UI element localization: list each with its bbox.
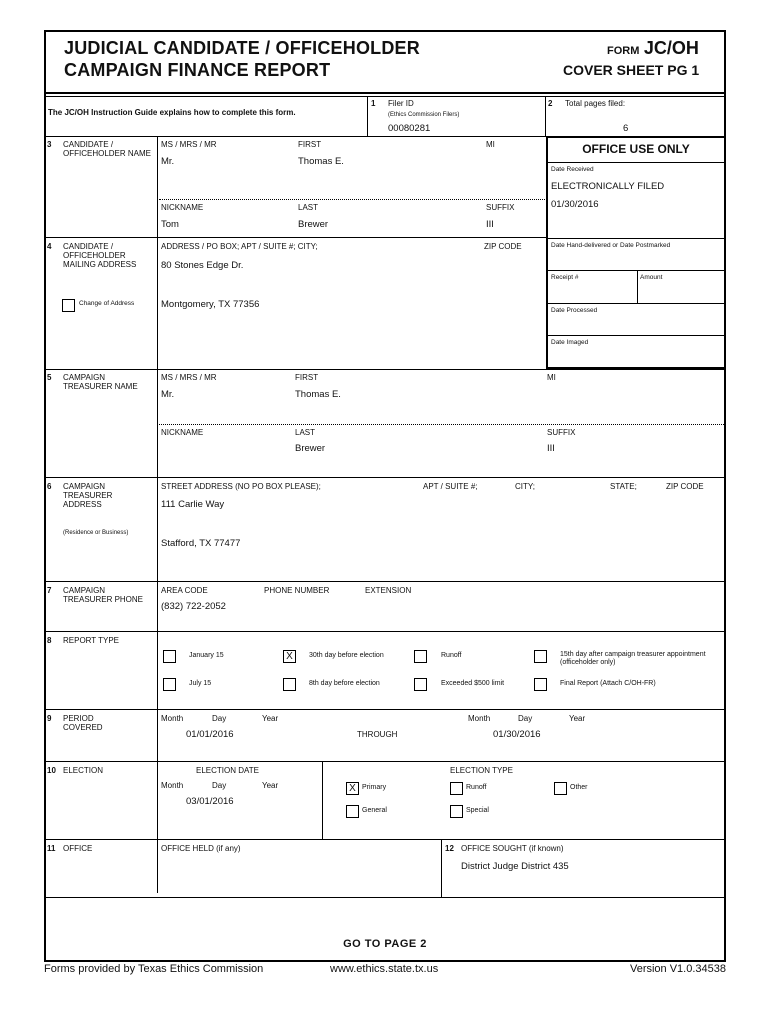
treasurer-address-line1[interactable]: 111 Carlie Way bbox=[161, 499, 225, 510]
s10-month-label: Month bbox=[161, 781, 184, 790]
header-divider-2 bbox=[44, 96, 726, 97]
area-code-label: AREA CODE bbox=[161, 586, 208, 595]
form-code-block bbox=[607, 38, 699, 59]
election-type-other-checkbox[interactable] bbox=[554, 782, 567, 795]
s4-zip-label: ZIP CODE bbox=[484, 242, 522, 251]
report-type-runoff-checkbox[interactable] bbox=[414, 650, 427, 663]
amount-label: Amount bbox=[640, 274, 663, 281]
election-type-primary-checkbox[interactable]: X bbox=[346, 782, 359, 795]
s5-mi-label: MI bbox=[547, 373, 556, 382]
office-sought-label: OFFICE SOUGHT (if known) bbox=[461, 844, 564, 853]
election-date-value[interactable]: 03/01/2016 bbox=[186, 796, 234, 807]
candidate-nickname-value[interactable]: Tom bbox=[161, 219, 179, 230]
treasurer-last-value[interactable]: Brewer bbox=[295, 443, 326, 454]
form-title-line2: CAMPAIGN FINANCE REPORT bbox=[64, 60, 331, 80]
s3-suffix-label: SUFFIX bbox=[486, 203, 515, 212]
s4-num: 4 bbox=[47, 242, 52, 251]
s10-year-label: Year bbox=[262, 781, 279, 790]
office-use-title: OFFICE USE ONLY bbox=[582, 142, 690, 156]
s10-day-label: Day bbox=[212, 781, 227, 790]
treasurer-first-value[interactable]: Thomas E. bbox=[295, 389, 341, 400]
received-date: 01/30/2016 bbox=[551, 199, 599, 210]
candidate-title-value[interactable]: Mr. bbox=[161, 156, 175, 167]
election-type-runoff-label: Runoff bbox=[466, 784, 487, 791]
s9-from-month-label: Month bbox=[161, 714, 184, 723]
form-code: JC/OH bbox=[643, 38, 699, 58]
report-type-8th-day-checkbox[interactable] bbox=[283, 678, 296, 691]
period-to-date[interactable]: 01/30/2016 bbox=[493, 729, 541, 740]
filer-num: 1 bbox=[371, 99, 376, 108]
election-type-primary-label: Primary bbox=[362, 784, 387, 791]
cover-sheet-label: COVER SHEET PG 1 bbox=[563, 62, 700, 78]
election-type-special-label: Special bbox=[466, 807, 489, 814]
instruction-guide-text: The JC/OH Instruction Guide explains how to complete this form. bbox=[48, 108, 296, 117]
filer-id-sublabel: (Ethics Commission Filers) bbox=[388, 112, 460, 118]
change-of-address-label: Change of Address bbox=[79, 300, 135, 307]
s11-num: 11 bbox=[47, 844, 56, 853]
election-type-special-checkbox[interactable] bbox=[450, 805, 463, 818]
pages-num: 2 bbox=[548, 99, 553, 108]
report-type-jul15-label: July 15 bbox=[189, 680, 212, 687]
date-received-label: Date Received bbox=[551, 166, 594, 173]
report-type-jul15-checkbox[interactable] bbox=[163, 678, 176, 691]
change-of-address-checkbox[interactable] bbox=[62, 299, 75, 312]
form-word: FORM bbox=[607, 45, 640, 57]
report-type-jan15-label: January 15 bbox=[189, 652, 224, 659]
s5-title-label: MS / MRS / MR bbox=[161, 373, 217, 382]
footer-version: Version V1.0.34538 bbox=[629, 963, 726, 975]
s5-first-label: FIRST bbox=[295, 373, 319, 382]
total-pages-label: Total pages filed: bbox=[565, 99, 626, 108]
candidate-suffix-value[interactable]: III bbox=[486, 219, 494, 230]
s6-num: 6 bbox=[47, 482, 52, 491]
s3-last-label: LAST bbox=[298, 203, 319, 212]
s9-to-year-label: Year bbox=[569, 714, 586, 723]
s12-num: 12 bbox=[445, 844, 454, 853]
report-type-jan15-checkbox[interactable] bbox=[163, 650, 176, 663]
report-type-exceeded-label: Exceeded $500 limit bbox=[441, 680, 505, 687]
date-imaged-label: Date Imaged bbox=[551, 339, 589, 346]
report-type-exceeded-checkbox[interactable] bbox=[414, 678, 427, 691]
go-to-page-2[interactable]: GO TO PAGE 2 bbox=[343, 938, 427, 950]
s6-zip-label: ZIP CODE bbox=[666, 482, 704, 491]
period-from-date[interactable]: 01/01/2016 bbox=[186, 729, 234, 740]
report-type-label: REPORT TYPE bbox=[63, 636, 120, 645]
mailing-address-line1[interactable]: 80 Stones Edge Dr. bbox=[161, 260, 244, 271]
s5-suffix-label: SUFFIX bbox=[547, 428, 576, 437]
treasurer-address-line2[interactable]: Stafford, TX 77477 bbox=[161, 538, 241, 549]
s3-num: 3 bbox=[47, 140, 52, 149]
s6-apt-label: APT / SUITE #; bbox=[423, 482, 478, 491]
office-held-label: OFFICE HELD (if any) bbox=[161, 844, 241, 853]
report-type-30th-day-checkbox[interactable]: X bbox=[283, 650, 296, 663]
s5-nickname-label: NICKNAME bbox=[161, 428, 204, 437]
office-sought-value[interactable]: District Judge District 435 bbox=[461, 861, 569, 872]
receipt-label: Receipt # bbox=[551, 274, 579, 281]
s9-num: 9 bbox=[47, 714, 52, 723]
office-label: OFFICE bbox=[63, 844, 93, 853]
report-type-15th-day-checkbox[interactable] bbox=[534, 650, 547, 663]
mailing-address-label: CANDIDATE / OFFICEHOLDER MAILING ADDRESS bbox=[63, 242, 137, 269]
election-type-general-label: General bbox=[362, 807, 387, 814]
treasurer-name-label: CAMPAIGN TREASURER NAME bbox=[63, 373, 138, 391]
filer-id-label: Filer ID bbox=[388, 99, 414, 108]
candidate-name-label: CANDIDATE / OFFICEHOLDER NAME bbox=[63, 140, 152, 158]
election-type-general-checkbox[interactable] bbox=[346, 805, 359, 818]
period-covered-label: PERIOD COVERED bbox=[63, 714, 103, 732]
candidate-last-value[interactable]: Brewer bbox=[298, 219, 329, 230]
s3-nickname-label: NICKNAME bbox=[161, 203, 204, 212]
s9-from-year-label: Year bbox=[262, 714, 279, 723]
date-processed-label: Date Processed bbox=[551, 307, 598, 314]
s5-last-label: LAST bbox=[295, 428, 316, 437]
s6-city-label: CITY; bbox=[515, 482, 535, 491]
report-type-8th-day-label: 8th day before election bbox=[309, 680, 380, 687]
s9-to-day-label: Day bbox=[518, 714, 533, 723]
footer-provider: Forms provided by Texas Ethics Commission bbox=[44, 963, 264, 975]
s10-num: 10 bbox=[47, 766, 56, 775]
election-type-label: ELECTION TYPE bbox=[450, 766, 513, 775]
election-type-other-label: Other bbox=[570, 784, 588, 791]
s6-street-label: STREET ADDRESS (NO PO BOX PLEASE); bbox=[161, 482, 321, 491]
report-type-runoff-label: Runoff bbox=[441, 652, 462, 659]
election-date-label: ELECTION DATE bbox=[196, 766, 259, 775]
report-type-30th-day-label: 30th day before election bbox=[309, 652, 384, 659]
form-title-line1: JUDICIAL CANDIDATE / OFFICEHOLDER bbox=[64, 38, 420, 58]
s3-first-label: FIRST bbox=[298, 140, 322, 149]
report-type-final-label: Final Report (Attach C/OH-FR) bbox=[560, 680, 656, 687]
report-type-final-checkbox[interactable] bbox=[534, 678, 547, 691]
filing-status: ELECTRONICALLY FILED bbox=[551, 181, 665, 192]
treasurer-suffix-value[interactable]: III bbox=[547, 443, 555, 454]
s4-address-label: ADDRESS / PO BOX; APT / SUITE #; CITY; bbox=[161, 242, 318, 251]
s9-to-month-label: Month bbox=[468, 714, 491, 723]
residence-business-note: (Residence or Business) bbox=[63, 530, 129, 536]
footer-website[interactable]: www.ethics.state.tx.us bbox=[330, 963, 439, 975]
s7-num: 7 bbox=[47, 586, 52, 595]
treasurer-phone-label: CAMPAIGN TREASURER PHONE bbox=[63, 586, 144, 604]
s3-title-label: MS / MRS / MR bbox=[161, 140, 217, 149]
s5-num: 5 bbox=[47, 373, 52, 382]
through-label: THROUGH bbox=[357, 730, 398, 739]
s3-mi-label: MI bbox=[486, 140, 495, 149]
election-type-runoff-checkbox[interactable] bbox=[450, 782, 463, 795]
report-type-15th-day-label: 15th day after campaign treasurer appointment (officeholder only) bbox=[560, 651, 706, 666]
treasurer-address-label: CAMPAIGN TREASURER ADDRESS bbox=[63, 482, 113, 509]
s8-num: 8 bbox=[47, 636, 52, 645]
extension-label: EXTENSION bbox=[365, 586, 412, 595]
election-label: ELECTION bbox=[63, 766, 104, 775]
phone-number-label: PHONE NUMBER bbox=[264, 586, 330, 595]
treasurer-title-value[interactable]: Mr. bbox=[161, 389, 175, 400]
filer-id-value[interactable]: 00080281 bbox=[388, 123, 431, 134]
s6-state-label: STATE; bbox=[610, 482, 637, 491]
total-pages-value[interactable]: 6 bbox=[623, 123, 629, 134]
candidate-first-value[interactable]: Thomas E. bbox=[298, 156, 344, 167]
header-divider bbox=[44, 92, 726, 94]
s9-from-day-label: Day bbox=[212, 714, 227, 723]
hand-delivered-label: Date Hand-delivered or Date Postmarked bbox=[551, 242, 671, 249]
mailing-address-line2[interactable]: Montgomery, TX 77356 bbox=[161, 299, 260, 310]
treasurer-phone-value[interactable]: (832) 722-2052 bbox=[161, 601, 226, 612]
